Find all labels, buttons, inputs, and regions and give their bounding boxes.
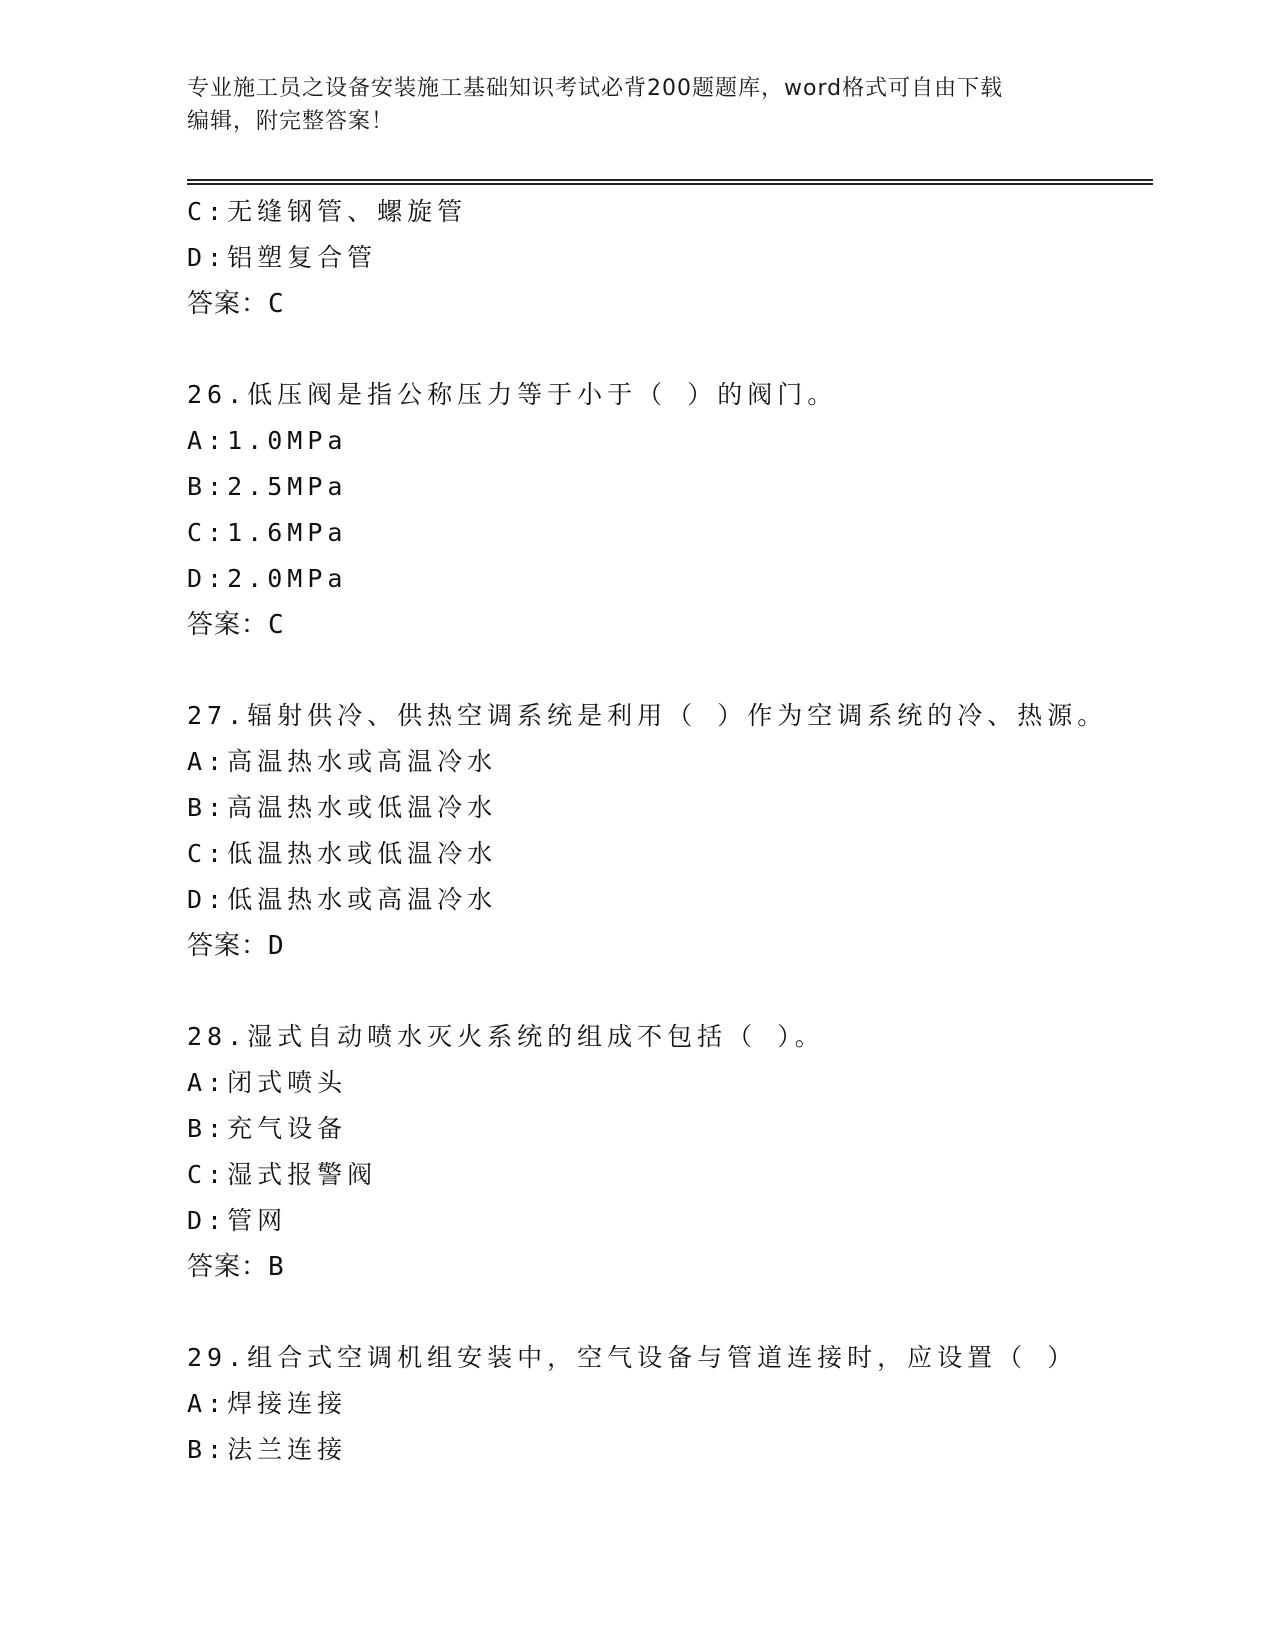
question-stem: 低压阀是指公称压力等于小于（ ）的阀门。: [247, 380, 838, 409]
question-text: [187, 1014, 1147, 1060]
option-text: 闭式喷头: [227, 1068, 348, 1097]
answer-line: [187, 602, 1147, 648]
question-block-28: [187, 1014, 1147, 1290]
question-block-27: [187, 693, 1147, 969]
option-text: 无缝钢管、螺旋管: [227, 197, 468, 226]
answer-label: 答案：: [187, 289, 269, 319]
option-text: 低温热水或高温冷水: [227, 885, 498, 914]
document-header: [187, 72, 1087, 138]
option-text: 法兰连接: [227, 1435, 348, 1464]
answer-label: 答案：: [187, 610, 269, 640]
option-letter: C:: [187, 197, 228, 226]
option-c: [187, 1152, 1147, 1198]
question-stem: 辐射供冷、供热空调系统是利用（ ）作为空调系统的冷、热源。: [247, 701, 1108, 730]
answer-label: 答案：: [187, 931, 269, 961]
option-text: 焊接连接: [227, 1389, 348, 1418]
question-stem: 组合式空调机组安装中，空气设备与管道连接时，应设置（ ）: [247, 1343, 1078, 1372]
option-a: [187, 1060, 1147, 1106]
option-text: 管网: [227, 1206, 288, 1235]
option-b: [187, 464, 1147, 510]
header-title-line-2: 编辑，附完整答案！: [187, 109, 395, 134]
option-text: 2.5MPa: [227, 472, 348, 501]
option-c: [187, 510, 1147, 556]
question-block-25: [187, 189, 1147, 327]
option-b: [187, 1427, 1147, 1473]
option-letter: A:: [187, 1389, 228, 1418]
option-letter: D:: [187, 564, 228, 593]
option-text: 2.0MPa: [227, 564, 348, 593]
question-list: [187, 189, 1147, 1473]
option-letter: C:: [187, 518, 228, 547]
question-number: 29.: [187, 1343, 248, 1372]
option-b: [187, 1106, 1147, 1152]
option-letter: B:: [187, 472, 228, 501]
question-stem: 湿式自动喷水灭火系统的组成不包括（ ）。: [247, 1022, 825, 1051]
option-letter: D:: [187, 885, 228, 914]
option-d: [187, 235, 1147, 281]
option-a: [187, 1381, 1147, 1427]
option-a: [187, 418, 1147, 464]
question-block-29: [187, 1335, 1147, 1473]
header-title-line-1: 专业施工员之设备安装施工基础知识考试必背200题题库，word格式可自由下载: [187, 76, 1004, 101]
option-letter: B:: [187, 1435, 228, 1464]
answer-label: 答案：: [187, 1252, 269, 1282]
option-letter: A:: [187, 426, 228, 455]
option-d: [187, 1198, 1147, 1244]
option-text: 高温热水或低温冷水: [227, 793, 498, 822]
option-letter: A:: [187, 1068, 228, 1097]
option-c: [187, 189, 1147, 235]
option-d: [187, 556, 1147, 602]
option-d: [187, 877, 1147, 923]
question-number: 28.: [187, 1022, 248, 1051]
answer-value: B: [268, 1252, 285, 1282]
answer-line: [187, 923, 1147, 969]
question-text: [187, 372, 1147, 418]
header-divider-top: [187, 179, 1153, 181]
option-b: [187, 785, 1147, 831]
option-a: [187, 739, 1147, 785]
option-letter: D:: [187, 1206, 228, 1235]
question-number: 26.: [187, 380, 248, 409]
answer-line: [187, 1244, 1147, 1290]
option-letter: D:: [187, 243, 228, 272]
option-text: 铝塑复合管: [227, 243, 378, 272]
option-c: [187, 831, 1147, 877]
option-letter: C:: [187, 839, 228, 868]
option-text: 充气设备: [227, 1114, 348, 1143]
question-text: [187, 1335, 1147, 1381]
option-text: 1.0MPa: [227, 426, 348, 455]
option-letter: A:: [187, 747, 228, 776]
option-letter: B:: [187, 793, 228, 822]
question-block-26: [187, 372, 1147, 648]
question-text: [187, 693, 1147, 739]
option-letter: B:: [187, 1114, 228, 1143]
answer-value: C: [268, 289, 285, 319]
option-text: 高温热水或高温冷水: [227, 747, 498, 776]
header-divider-bottom: [187, 183, 1153, 185]
answer-value: D: [268, 931, 285, 961]
answer-line: [187, 281, 1147, 327]
option-text: 湿式报警阀: [227, 1160, 378, 1189]
option-text: 低温热水或低温冷水: [227, 839, 498, 868]
question-number: 27.: [187, 701, 248, 730]
answer-value: C: [268, 610, 285, 640]
option-text: 1.6MPa: [227, 518, 348, 547]
option-letter: C:: [187, 1160, 228, 1189]
